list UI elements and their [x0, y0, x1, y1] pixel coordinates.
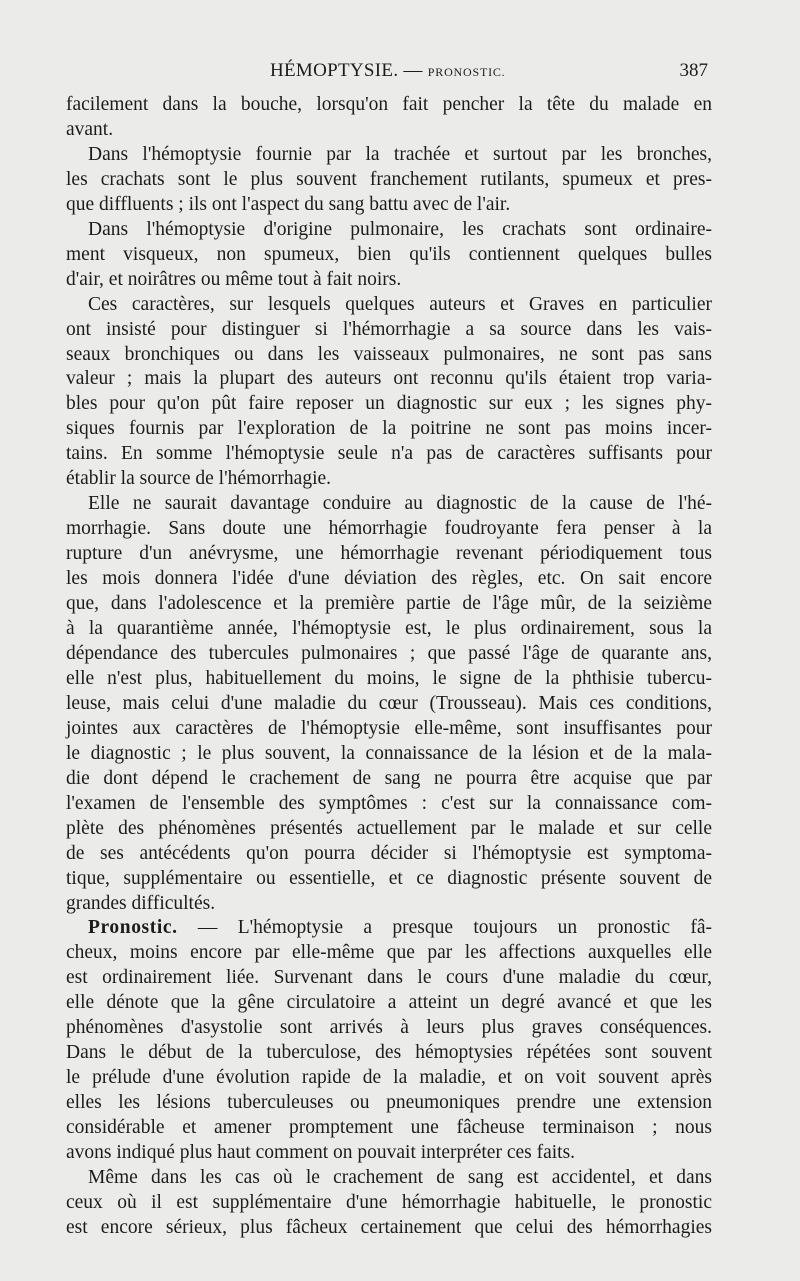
text-line: bles pour qu'on pût faire reposer un diagnostic sur eux ; les signes phy-	[66, 393, 712, 415]
text-line: que, dans l'adolescence et la première partie de l'âge mûr, de la seizième	[66, 593, 712, 615]
page-number: 387	[679, 60, 708, 81]
text-line: le diagnostic ; le plus souvent, la connaissance de la lésion et de la mala-	[66, 742, 712, 764]
text-line-rest: — L'hémoptysie a presque toujours un pronostic fâ-	[177, 917, 712, 939]
body-text	[66, 93, 712, 1241]
text-line	[66, 916, 712, 941]
text-line: l'examen de l'ensemble des symptômes : c'est sur la connaissance com-	[66, 792, 712, 814]
paragraph-5	[66, 492, 712, 916]
text-line: die dont dépend le crachement de sang ne pourra être acquise que par	[66, 767, 712, 789]
paragraph-1	[66, 93, 712, 143]
text-line: phénomènes d'asystolie sont arrivés à leurs plus graves conséquences.	[66, 1017, 712, 1039]
paragraph-4	[66, 293, 712, 493]
text-line: les mois donnera l'idée d'une déviation des règles, etc. On sait encore	[66, 568, 712, 590]
text-line: de ses antécédents qu'on pourra décider si l'hémoptysie est symptoma-	[66, 842, 712, 864]
text-line: siques fournis par l'exploration de la poitrine ne sont pas moins incer-	[66, 418, 712, 440]
text-line: ment visqueux, non spumeux, bien qu'ils contiennent quelques bulles	[66, 243, 712, 265]
text-line: avons indiqué plus haut comment on pouvait interpréter ces faits.	[66, 1142, 576, 1164]
text-line: Dans le début de la tuberculose, des hémoptysies répétées sont souvent	[66, 1042, 712, 1064]
paragraph-7	[66, 1166, 712, 1241]
text-line: que diffluents ; ils ont l'aspect du sang battu avec de l'air.	[66, 193, 511, 215]
text-line: grandes difficultés.	[66, 892, 216, 914]
text-line: avant.	[66, 118, 114, 140]
text-line: ont insisté pour distinguer si l'hémorrhagie a sa source dans les vais-	[66, 318, 712, 340]
text-line: morrhagie. Sans doute une hémorrhagie foudroyante fera penser à la	[66, 518, 712, 540]
running-title-section: PRONOSTIC.	[427, 65, 506, 79]
text-line: Dans l'hémoptysie fournie par la trachée et surtout par les bronches,	[88, 143, 712, 165]
text-line: établir la source de l'hémorrhagie.	[66, 468, 332, 490]
text-line: elle dénote que la gêne circulatoire a atteint un degré avancé et que les	[66, 992, 712, 1014]
running-head	[66, 58, 712, 86]
text-line: seaux bronchiques ou dans les vaisseaux pulmonaires, ne sont pas sans	[66, 343, 712, 365]
text-line: valeur ; mais la plupart des auteurs ont reconnu qu'ils étaient trop varia-	[66, 368, 712, 390]
text-line: Même dans les cas où le crachement de sang est accidentel, et dans	[88, 1166, 712, 1188]
text-line: facilement dans la bouche, lorsqu'on fait pencher la tête du malade en	[66, 94, 712, 115]
text-line: les crachats sont le plus souvent franchement rutilants, spumeux et pres-	[66, 168, 712, 190]
text-line: tains. En somme l'hémoptysie seule n'a pas de caractères suffisants pour	[66, 443, 712, 465]
paragraph-3	[66, 218, 712, 293]
text-line: considérable et amener promptement une fâcheuse terminaison ; nous	[66, 1117, 712, 1139]
running-title	[270, 60, 505, 82]
text-line: Elle ne saurait davantage conduire au diagnostic de la cause de l'hé-	[88, 493, 712, 515]
text-line: le prélude d'une évolution rapide de la maladie, et on voit souvent après	[66, 1067, 712, 1089]
text-line: plète des phénomènes présentés actuellement par le malade et sur celle	[66, 817, 712, 839]
text-line: est ordinairement liée. Survenant dans le cours d'une maladie du cœur,	[66, 967, 712, 989]
text-line: d'air, et noirâtres ou même tout à fait noirs.	[66, 268, 402, 290]
text-line: elle n'est plus, habituellement du moins, le signe de la phthisie tubercu-	[66, 667, 712, 689]
text-line: jointes aux caractères de l'hémoptysie elle-même, sont insuffisantes pour	[66, 717, 712, 739]
text-line: dépendance des tubercules pulmonaires ; que passé l'âge de quarante ans,	[66, 642, 712, 664]
text-line: elles les lésions tuberculeuses ou pneumoniques prendre une extension	[66, 1092, 712, 1114]
text-line: est encore sérieux, plus fâcheux certainement que celui des hémorrhagies	[66, 1216, 712, 1238]
text-line: tique, supplémentaire ou essentielle, et ce diagnostic présente souvent de	[66, 867, 712, 889]
paragraph-pronostic	[66, 916, 712, 1166]
section-heading-pronostic: Pronostic.	[88, 917, 178, 939]
text-line: leuse, mais celui d'une maladie du cœur (Trousseau). Mais ces conditions,	[66, 692, 712, 714]
text-line: Ces caractères, sur lesquels quelques auteurs et Graves en particulier	[88, 293, 712, 315]
text-line: à la quarantième année, l'hémoptysie est, le plus ordinairement, sous la	[66, 618, 712, 640]
running-title-main: HÉMOPTYSIE. —	[270, 60, 428, 81]
text-line: ceux où il est supplémentaire d'une hémorrhagie habituelle, le pronostic	[66, 1191, 712, 1213]
text-line: Dans l'hémoptysie d'origine pulmonaire, les crachats sont ordinaire-	[88, 218, 712, 240]
text-line: rupture d'un anévrysme, une hémorrhagie revenant périodiquement tous	[66, 543, 712, 565]
paragraph-2	[66, 143, 712, 218]
text-line: cheux, moins encore par elle-même que par les affections auxquelles elle	[66, 942, 712, 964]
